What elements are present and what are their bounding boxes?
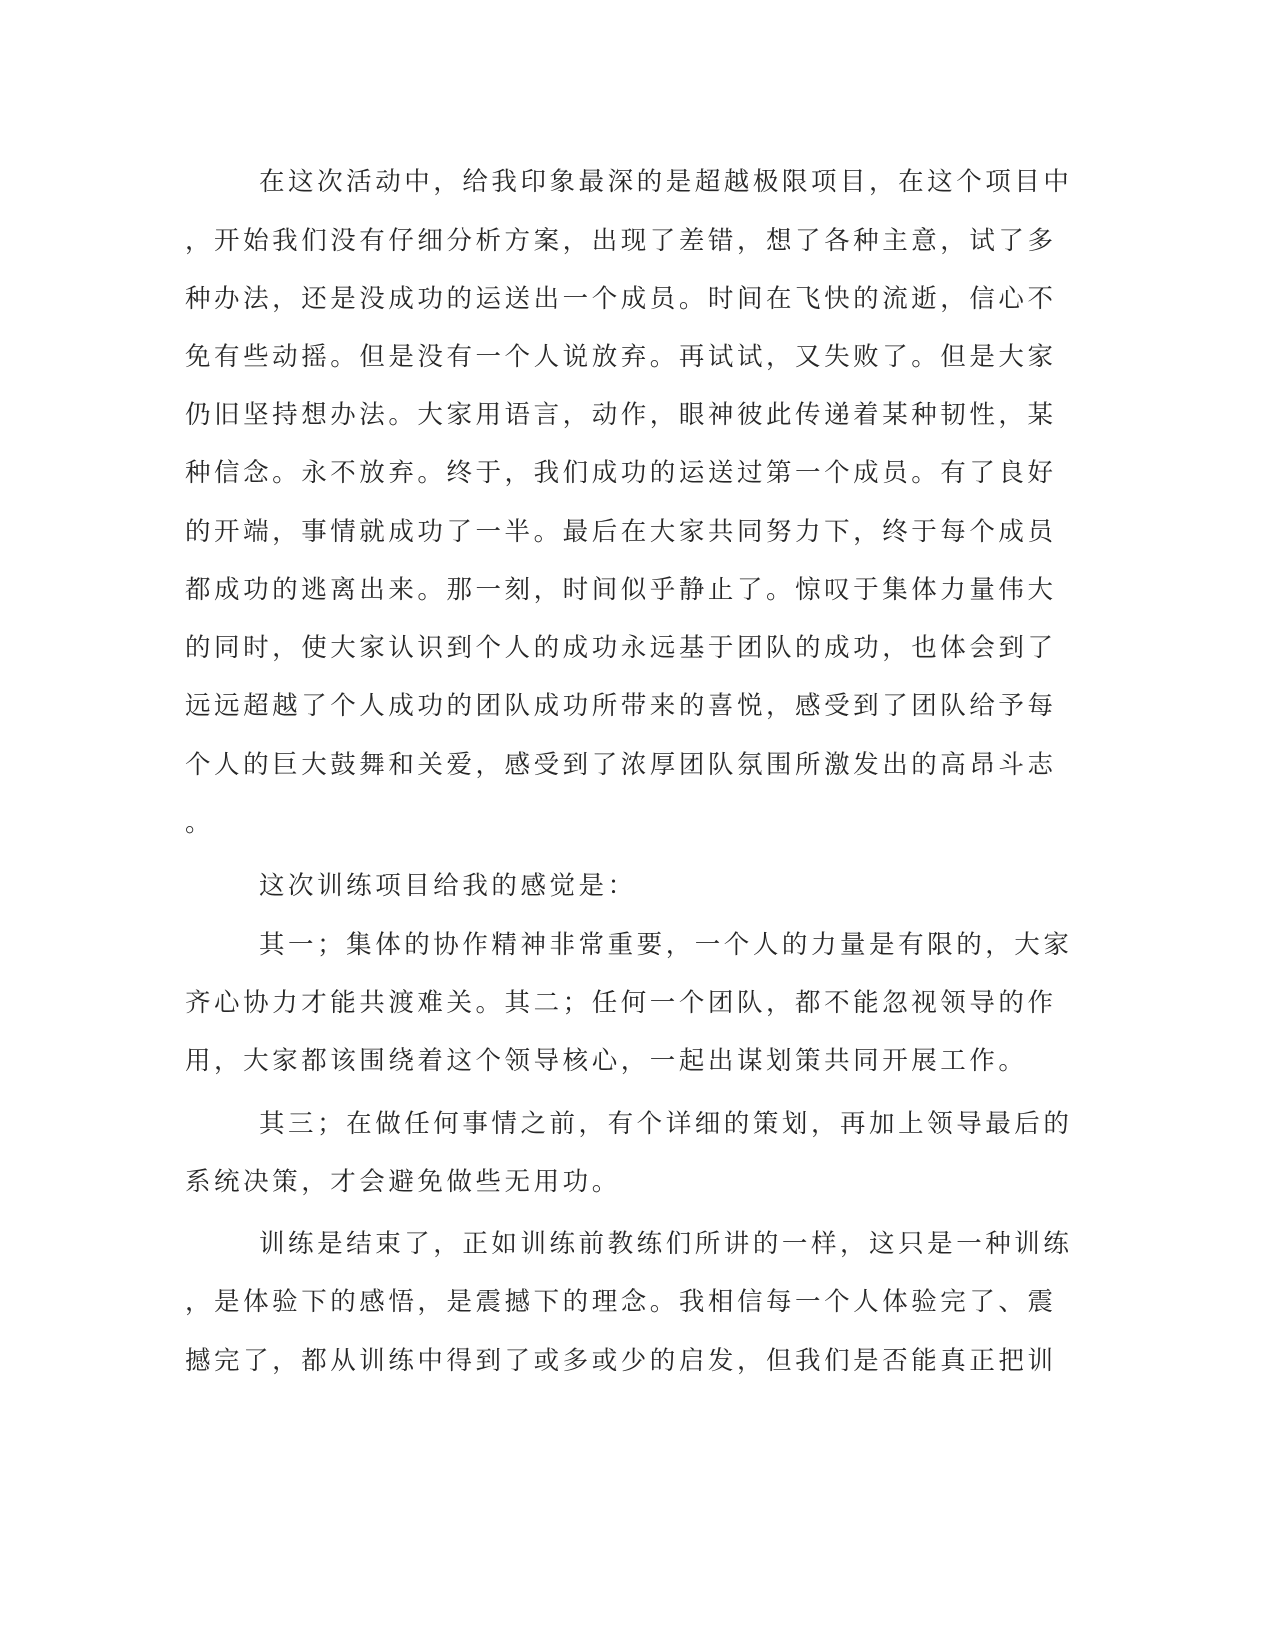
paragraph-3-line-2: 齐心协力才能共渡难关。其二；任何一个团队，都不能忽视领导的作: [185, 988, 1057, 1018]
paragraph-3-line-1: 其一；集体的协作精神非常重要，一个人的力量是有限的，大家: [259, 930, 1073, 960]
paragraph-4-line-2: 系统决策，才会避免做些无用功。: [185, 1167, 621, 1197]
paragraph-1-line-8: 都成功的逃离出来。那一刻，时间似乎静止了。惊叹于集体力量伟大: [185, 575, 1057, 605]
paragraph-4-line-1: 其三；在做任何事情之前，有个详细的策划，再加上领导最后的: [259, 1109, 1073, 1139]
paragraph-5-line-2: ，是体验下的感悟，是震撼下的理念。我相信每一个人体验完了、震: [185, 1287, 1057, 1317]
paragraph-1-line-6: 种信念。永不放弃。终于，我们成功的运送过第一个成员。有了良好: [185, 458, 1057, 488]
paragraph-1-line-9: 的同时，使大家认识到个人的成功永远基于团队的成功，也体会到了: [185, 633, 1057, 663]
paragraph-1-line-5: 仍旧坚持想办法。大家用语言，动作，眼神彼此传递着某种韧性，某: [185, 400, 1057, 430]
paragraph-2-line-1: 这次训练项目给我的感觉是：: [259, 871, 637, 901]
paragraph-1-line-10: 远远超越了个人成功的团队成功所带来的喜悦，感受到了团队给予每: [185, 691, 1057, 721]
paragraph-3-line-3: 用，大家都该围绕着这个领导核心，一起出谋划策共同开展工作。: [185, 1046, 1028, 1076]
paragraph-1-line-3: 种办法，还是没成功的运送出一个成员。时间在飞快的流逝，信心不: [185, 284, 1057, 314]
paragraph-1-line-2: ，开始我们没有仔细分析方案，出现了差错，想了各种主意，试了多: [185, 226, 1057, 256]
paragraph-1-line-7: 的开端，事情就成功了一半。最后在大家共同努力下，终于每个成员: [185, 517, 1057, 547]
paragraph-1-line-4: 免有些动摇。但是没有一个人说放弃。再试试，又失败了。但是大家: [185, 342, 1057, 372]
paragraph-1-line-1: 在这次活动中，给我印象最深的是超越极限项目，在这个项目中: [259, 167, 1073, 197]
paragraph-1-line-12: 。: [185, 808, 215, 838]
paragraph-5-line-1: 训练是结束了，正如训练前教练们所讲的一样，这只是一种训练: [259, 1229, 1073, 1259]
paragraph-1-line-11: 个人的巨大鼓舞和关爱，感受到了浓厚团队氛围所激发出的高昂斗志: [185, 750, 1057, 780]
paragraph-5-line-3: 撼完了，都从训练中得到了或多或少的启发，但我们是否能真正把训: [185, 1346, 1057, 1376]
